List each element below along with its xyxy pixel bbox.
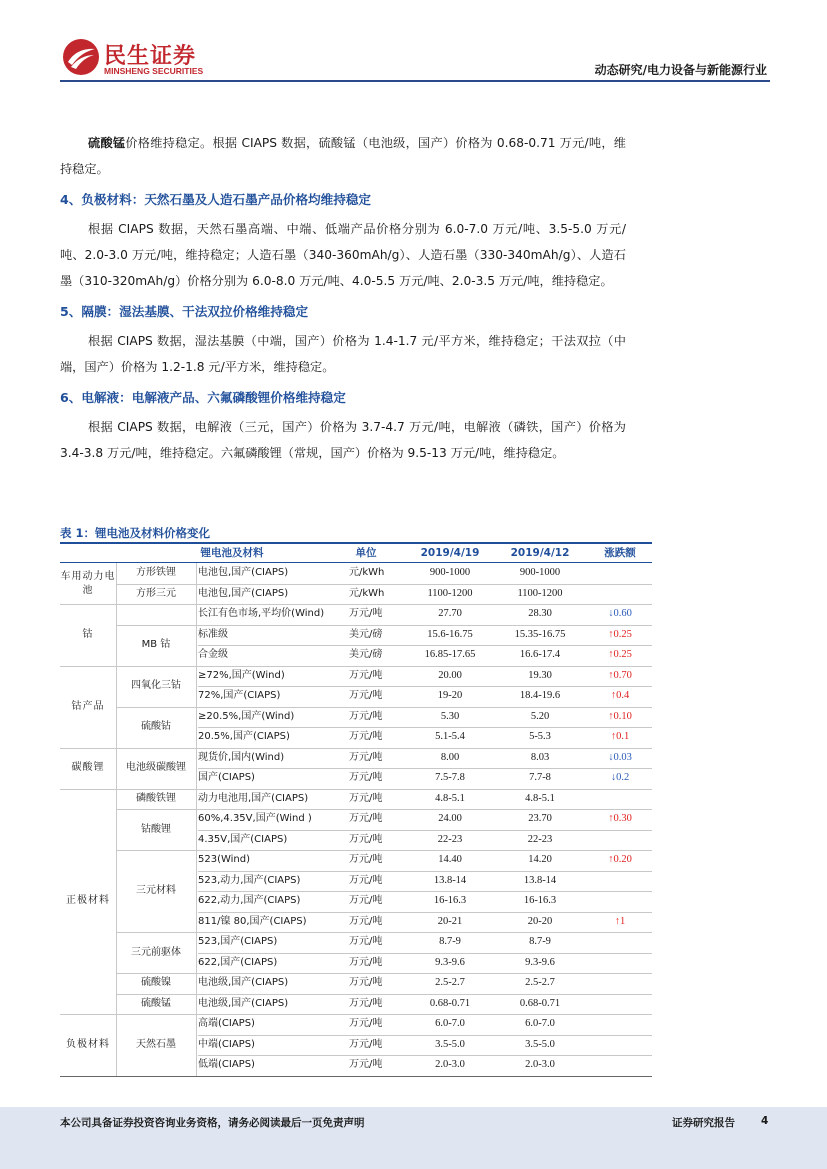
- row-change: ↓0.03: [608, 751, 632, 763]
- row-desc: 523,国产(CIAPS): [198, 936, 278, 947]
- row-unit: 万元/吨: [349, 792, 383, 804]
- row-unit: 万元/吨: [349, 1018, 383, 1029]
- row-value-current: 24.00: [438, 813, 462, 824]
- subgroup-label: MB 钴: [141, 639, 171, 650]
- row-value-previous: 3.5-5.0: [525, 1038, 555, 1050]
- page-number: 4: [761, 1115, 769, 1127]
- table-row-divider: [198, 768, 652, 769]
- row-unit: 美元/磅: [349, 628, 383, 640]
- table-header-date1: 2019/4/19: [420, 547, 480, 559]
- table-row-divider: [60, 1076, 652, 1077]
- subgroup-label: 三元前驱体: [131, 946, 181, 958]
- row-change: [588, 1035, 652, 1055]
- row-value-previous: 14.20: [528, 854, 552, 865]
- row-desc: 622,国产(CIAPS): [198, 956, 278, 968]
- row-unit: 万元/吨: [349, 669, 383, 681]
- row-unit: 万元/吨: [349, 895, 383, 906]
- row-value-current: 13.8-14: [433, 874, 467, 886]
- table-header-change: 涨跌额: [604, 547, 636, 559]
- table-row-divider: [60, 748, 652, 749]
- row-value-current: 2.0-3.0: [435, 1059, 465, 1070]
- subgroup-label: 硫酸锰: [141, 997, 171, 1009]
- row-value-previous: 16.6-17.4: [519, 649, 561, 660]
- row-value-current: 19-20: [437, 690, 463, 701]
- row-value-previous: 19.30: [528, 669, 552, 681]
- row-desc: 622,动力,国产(CIAPS): [198, 895, 301, 906]
- row-desc: 动力电池用,国产(CIAPS): [198, 792, 309, 804]
- row-value-previous: 6.0-7.0: [525, 1018, 555, 1029]
- row-desc: 电池级,国产(CIAPS): [198, 997, 289, 1009]
- row-change: [588, 1014, 652, 1034]
- table-column-divider: [196, 563, 197, 1076]
- row-value-previous: 18.4-19.6: [519, 690, 561, 701]
- row-desc: 4.35V,国产(CIAPS): [198, 833, 288, 845]
- minsheng-logo-icon: [62, 38, 100, 76]
- row-unit: 万元/吨: [349, 833, 383, 845]
- group-label: 碳酸锂: [71, 762, 105, 773]
- page-header: [0, 0, 827, 84]
- row-value-current: 16-16.3: [433, 895, 467, 906]
- table-row-divider: [198, 891, 652, 892]
- row-value-current: 5.1-5.4: [435, 731, 465, 742]
- table-row-divider: [198, 1035, 652, 1036]
- subgroup-label: 电池级碳酸锂: [126, 762, 186, 773]
- row-value-previous: 13.8-14: [523, 874, 557, 886]
- logo-cn-text: 民生证券: [104, 44, 197, 69]
- row-change: [588, 871, 652, 891]
- row-change: ↑1: [614, 915, 626, 927]
- row-unit: 万元/吨: [349, 813, 383, 824]
- row-value-previous: 23.70: [528, 813, 552, 824]
- subgroup-label: 硫酸镍: [141, 977, 171, 989]
- manganese-text: 价格维持稳定。根据 CIAPS 数据，硫酸锰（电池级，国产）价格为 0.68-0.71 万元/吨，维持稳定。: [60, 136, 626, 176]
- row-value-current: 7.5-7.8: [435, 772, 465, 783]
- section-6-text: 根据 CIAPS 数据，电解液（三元，国产）价格为 3.7-4.7 万元/吨，电解液（磷铁，国产）价格为 3.4-3.8 万元/吨，维持稳定。六氟磷酸锂（常规，国产）价格为 9.5-13 万元/吨，维持稳定。: [60, 420, 626, 460]
- table-row-divider: [198, 830, 652, 831]
- row-unit: 元/kWh: [349, 587, 385, 599]
- row-desc: 电池包,国产(CIAPS): [198, 587, 289, 599]
- logo-en-text: MINSHENG SECURITIES: [104, 66, 204, 76]
- row-unit: 美元/磅: [349, 649, 383, 660]
- row-value-current: 2.5-2.7: [435, 977, 465, 988]
- row-desc: ≥20.5%,国产(Wind): [198, 710, 295, 722]
- row-unit: 万元/吨: [349, 977, 383, 988]
- row-value-current: 16.85-17.65: [424, 649, 476, 660]
- subgroup-label: 三元材料: [136, 885, 176, 896]
- row-change: [588, 932, 652, 952]
- row-value-current: 15.6-16.75: [427, 628, 473, 640]
- row-desc: 60%,4.35V,国产(Wind ): [198, 813, 312, 824]
- header-divider: [60, 80, 770, 82]
- row-value-previous: 5-5.3: [529, 731, 551, 742]
- subgroup-label: 四氧化三钴: [131, 680, 181, 691]
- row-value-previous: 2.5-2.7: [525, 977, 555, 988]
- row-change: [588, 973, 652, 993]
- row-desc: 72%,国产(CIAPS): [198, 690, 281, 701]
- row-unit: 万元/吨: [349, 710, 383, 722]
- row-value-previous: 0.68-0.71: [519, 997, 561, 1009]
- row-desc: 国产(CIAPS): [198, 772, 255, 783]
- row-value-previous: 4.8-5.1: [525, 792, 555, 804]
- row-change: ↑0.20: [608, 854, 632, 865]
- row-value-previous: 9.3-9.6: [525, 956, 555, 968]
- row-value-current: 27.70: [438, 608, 462, 619]
- row-unit: 万元/吨: [349, 874, 383, 886]
- row-value-current: 20-21: [437, 915, 463, 927]
- row-unit: 万元/吨: [349, 731, 383, 742]
- subgroup-label: 天然石墨: [136, 1038, 176, 1050]
- row-change: [588, 789, 652, 809]
- table-header-unit: 单位: [355, 547, 377, 559]
- table-row-divider: [198, 645, 652, 646]
- row-desc: 523,动力,国产(CIAPS): [198, 874, 301, 886]
- row-value-previous: 8.03: [530, 751, 550, 763]
- row-unit: 万元/吨: [349, 854, 383, 865]
- row-desc: 标准级: [198, 628, 228, 640]
- row-desc: 长江有色市场,平均价(Wind): [198, 608, 325, 619]
- table-header-material: 锂电池及材料: [200, 547, 264, 559]
- section-4-text: 根据 CIAPS 数据，天然石墨高端、中端、低端产品价格分别为 6.0-7.0 万元/吨、3.5-5.0 万元/吨、2.0-3.0 万元/吨，维持稳定；人造石墨（340-360mAh/g）、人造石墨（330-340mAh/g）、人造石墨（310-320mAh/g）价格分别为 6.0-8.0 万元/吨、4.0-5.5 万元/吨、2.0-3.5 万元/吨，维持稳定。: [60, 222, 626, 288]
- row-unit: 万元/吨: [349, 751, 383, 763]
- row-change: [588, 953, 652, 973]
- row-desc: 合金级: [198, 649, 228, 660]
- row-unit: 万元/吨: [349, 956, 383, 968]
- row-value-previous: 20-20: [527, 915, 553, 927]
- row-value-previous: 7.7-8: [529, 772, 551, 783]
- row-unit: 万元/吨: [349, 608, 383, 619]
- row-desc: 低端(CIAPS): [198, 1059, 255, 1070]
- row-unit: 万元/吨: [349, 936, 383, 947]
- group-label: 钴: [82, 628, 94, 640]
- row-change: ↑0.10: [608, 710, 632, 722]
- table-row-divider: [198, 686, 652, 687]
- table-row-divider: [60, 1014, 652, 1015]
- row-value-current: 3.5-5.0: [435, 1038, 465, 1050]
- row-value-current: 900-1000: [429, 567, 471, 578]
- row-change: [588, 563, 652, 583]
- table-title: 表 1：锂电池及材料价格变化: [60, 526, 211, 540]
- row-desc: 中端(CIAPS): [198, 1038, 255, 1050]
- table-row-divider: [198, 727, 652, 728]
- table-column-divider: [116, 563, 117, 1076]
- row-value-current: 6.0-7.0: [435, 1018, 465, 1029]
- group-label: 正极材料: [66, 895, 110, 907]
- subgroup-label: 硫酸钴: [141, 721, 171, 732]
- manganese-paragraph: [60, 130, 626, 182]
- table-row-divider: [198, 953, 652, 954]
- table-row-divider: [198, 871, 652, 872]
- table-row-divider: [198, 912, 652, 913]
- subgroup-label: 钴酸锂: [141, 823, 171, 835]
- row-change: ↑0.1: [610, 731, 630, 742]
- row-change: [588, 830, 652, 850]
- row-value-previous: 5.20: [530, 710, 550, 722]
- row-value-previous: 22-23: [527, 833, 553, 845]
- table-row-divider: [60, 604, 652, 605]
- row-value-current: 8.7-9: [439, 936, 461, 947]
- row-change: ↑0.4: [610, 690, 630, 701]
- subgroup-label: 方形铁锂: [136, 567, 176, 579]
- table-header-date2: 2019/4/12: [510, 547, 570, 559]
- group-label: 钴产品: [71, 700, 105, 712]
- row-value-previous: 900-1000: [519, 567, 561, 578]
- row-desc: 523(Wind): [198, 854, 251, 865]
- row-change: [588, 584, 652, 604]
- row-unit: 万元/吨: [349, 772, 383, 783]
- section-6-title: 6、电解液：电解液产品、六氟磷酸锂价格维持稳定: [60, 390, 346, 405]
- row-value-previous: 15.35-16.75: [514, 628, 566, 640]
- row-change: ↑0.70: [608, 669, 632, 681]
- row-value-previous: 1100-1200: [517, 587, 563, 599]
- row-value-previous: 8.7-9: [529, 936, 551, 947]
- row-value-previous: 28.30: [528, 608, 552, 619]
- row-unit: 万元/吨: [349, 1038, 383, 1050]
- row-value-current: 4.8-5.1: [435, 792, 465, 804]
- footer-doc-type: 证券研究报告: [672, 1117, 735, 1129]
- row-change: ↑0.30: [608, 813, 632, 824]
- row-desc: 电池包,国产(CIAPS): [198, 567, 289, 578]
- row-change: ↑0.25: [608, 628, 632, 640]
- row-value-current: 5.30: [440, 710, 460, 722]
- subgroup-label: 磷酸铁锂: [136, 792, 176, 804]
- section-5-text: 根据 CIAPS 数据，湿法基膜（中端，国产）价格为 1.4-1.7 元/平方米，维持稳定；干法双拉（中端，国产）价格为 1.2-1.8 元/平方米，维持稳定。: [60, 334, 626, 374]
- company-logo: [62, 38, 212, 80]
- row-value-current: 22-23: [437, 833, 463, 845]
- row-change: [588, 891, 652, 911]
- row-value-previous: 16-16.3: [523, 895, 557, 906]
- row-change: ↓0.2: [610, 772, 630, 783]
- report-body: [60, 130, 626, 466]
- row-unit: 万元/吨: [349, 690, 383, 701]
- row-value-current: 9.3-9.6: [435, 956, 465, 968]
- row-desc: 现货价,国内(Wind): [198, 751, 285, 763]
- report-category: 动态研究/电力设备与新能源行业: [594, 63, 767, 77]
- table-row-divider: [198, 1055, 652, 1056]
- row-desc: 811/镍 80,国产(CIAPS): [198, 915, 307, 927]
- group-label: 车用动力电池: [60, 570, 116, 596]
- subgroup-label: 方形三元: [136, 587, 176, 599]
- row-value-current: 0.68-0.71: [429, 997, 471, 1009]
- row-unit: 万元/吨: [349, 1059, 383, 1070]
- row-desc: 20.5%,国产(CIAPS): [198, 731, 290, 742]
- row-change: ↓0.60: [608, 608, 632, 619]
- row-unit: 万元/吨: [349, 997, 383, 1009]
- row-value-previous: 2.0-3.0: [525, 1059, 555, 1070]
- section-4-title: 4、负极材料：天然石墨及人造石墨产品价格均维持稳定: [60, 192, 372, 207]
- section-5-title: 5、隔膜：湿法基膜、干法双拉价格维持稳定: [60, 304, 309, 319]
- row-desc: 电池级,国产(CIAPS): [198, 977, 289, 988]
- footer-disclaimer: 本公司具备证券投资咨询业务资格，请务必阅读最后一页免责声明: [60, 1117, 365, 1129]
- table-row-divider: [60, 666, 652, 667]
- manganese-lead: 硫酸锰: [88, 136, 126, 150]
- row-desc: 高端(CIAPS): [198, 1018, 255, 1029]
- row-unit: 万元/吨: [349, 915, 383, 927]
- row-change: ↑0.25: [608, 649, 632, 660]
- row-desc: ≥72%,国产(Wind): [198, 669, 285, 681]
- group-label: 负极材料: [66, 1038, 110, 1050]
- row-value-current: 20.00: [438, 669, 462, 681]
- row-value-current: 1100-1200: [427, 587, 473, 599]
- row-value-current: 8.00: [440, 751, 460, 763]
- row-change: [588, 1055, 652, 1075]
- page-footer: [0, 1107, 827, 1169]
- table-row-divider: [60, 789, 652, 790]
- row-unit: 元/kWh: [349, 567, 385, 578]
- row-change: [588, 994, 652, 1014]
- row-value-current: 14.40: [438, 854, 462, 865]
